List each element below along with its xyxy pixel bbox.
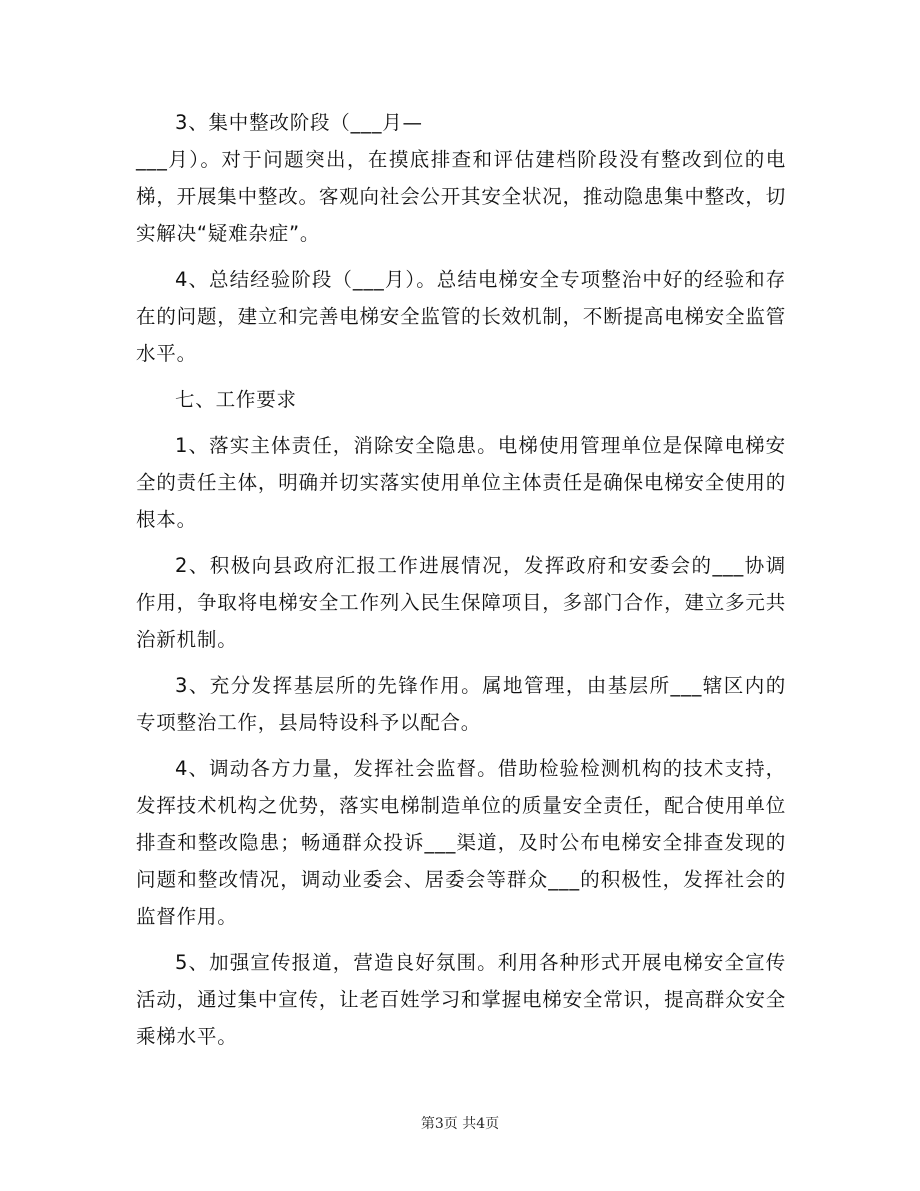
paragraph-stage-4: 4、总结经验阶段（___月）。总结电梯安全专项整治中好的经验和存在的问题，建立和完善电梯安全监管的长效机制，不断提高电梯安全监管水平。	[136, 268, 786, 365]
paragraph-stage-3-body: ___月）。对于问题突出，在摸底排查和评估建档阶段没有整改到位的电梯，开展集中整改。客观向社会公开其安全状况，推动隐患集中整改，切实解决“疑难杂症”。	[136, 148, 786, 245]
document-body	[136, 104, 786, 1064]
section-title-work-requirements: 七、工作要求	[175, 388, 297, 411]
requirement-item-4: 4、调动各方力量，发挥社会监督。借助检验检测机构的技术支持，发挥技术机构之优势，落实电梯制造单位的质量安全责任，配合使用单位排查和整改隐患；畅通群众投诉___渠道，及时公布电梯安全排查发现的问题和整改情况，调动业委会、居委会等群众___的积极性，发挥社会的监督作用。	[136, 757, 786, 928]
requirement-item-5: 5、加强宣传报道，营造良好氛围。利用各种形式开展电梯安全宣传活动，通过集中宣传，让老百姓学习和掌握电梯安全常识，提高群众安全乘梯水平。	[136, 951, 786, 1048]
paragraph-stage-3-heading: 3、集中整改阶段（___月—	[175, 111, 423, 134]
requirement-item-1: 1、落实主体责任，消除安全隐患。电梯使用管理单位是保障电梯安全的责任主体，明确并切实落实使用单位主体责任是确保电梯安全使用的根本。	[136, 434, 786, 531]
page-number-footer: 第3页 共4页	[420, 1116, 500, 1132]
requirement-item-3: 3、充分发挥基层所的先锋作用。属地管理，由基层所___辖区内的专项整治工作，县局特设科予以配合。	[136, 674, 786, 734]
requirement-item-2: 2、积极向县政府汇报工作进展情况，发挥政府和安委会的___协调作用，争取将电梯安全工作列入民生保障项目，多部门合作，建立多元共治新机制。	[136, 554, 786, 651]
